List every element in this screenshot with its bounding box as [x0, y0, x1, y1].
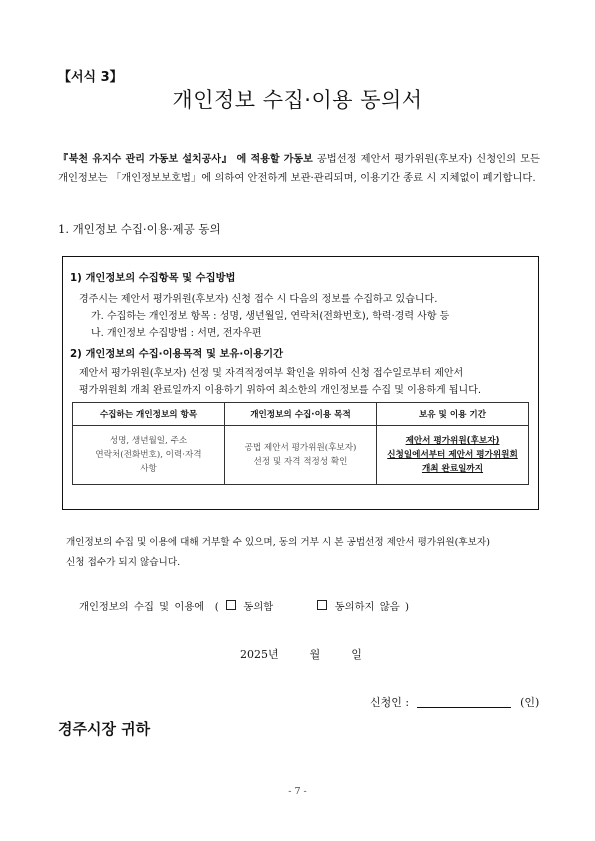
project-name: 『북천 유지수 관리 가동보 설치공사』: [58, 154, 233, 165]
consent-prefix: 개인정보의 수집 및 이용에: [79, 601, 205, 613]
table-cell-items: 성명, 생년월일, 주소 연락처(전화번호), 이력·자격 사항: [73, 426, 225, 485]
date-month: 월: [309, 648, 321, 661]
agree-checkbox[interactable]: [226, 600, 236, 610]
collected-items: 가. 수집하는 개인정보 항목 : 성명, 생년월일, 연락처(전화번호), 학력·경력 사항 등: [91, 311, 450, 322]
disagree-label: 동의하지 않음: [334, 601, 400, 613]
subsection-heading-1: 1) 개인정보의 수집항목 및 수집방법: [70, 272, 236, 284]
seal-mark: (인): [520, 696, 540, 709]
intro-text-1: 공법선정 제안서 평가위원(후보자): [316, 153, 473, 165]
intro-paragraph: [58, 150, 540, 188]
section-heading: 1. 개인정보 수집·이용·제공 동의: [58, 222, 221, 236]
applicant-signature: [370, 694, 539, 710]
addressee: 경주시장 귀하: [58, 720, 151, 738]
table-header: 수집하는 개인정보의 항목: [73, 403, 225, 426]
table-header: 보유 및 이용 기간: [377, 403, 529, 426]
purpose-text-2: 평가위원회 개최 완료일까지 이용하기 위하여 최소한의 개인정보를 수집 및 이용하게 됩니다.: [79, 385, 482, 396]
retention-table: [72, 402, 529, 485]
agree-label: 동의함: [243, 601, 274, 613]
table-cell-purpose: 공법 제안서 평가위원(후보자) 선정 및 자격 적정성 확인: [225, 426, 377, 485]
table-cell-period: 제안서 평가위원(후보자) 신청일에서부터 제안서 평가위원회 개최 완료일까지: [377, 426, 529, 485]
signature-date: [240, 646, 362, 662]
collection-method: 나. 개인정보 수집방법 : 서면, 전자우편: [91, 328, 262, 339]
purpose-text-1: 제안서 평가위원(후보자) 선정 및 자격적정여부 확인을 위하여 신청 접수일로부터 제안서: [79, 368, 464, 379]
refusal-notice: 개인정보의 수집 및 이용에 대해 거부할 수 있으며, 동의 거부 시 본 공법선정 제안서 평가위원(후보자) 신청 접수가 되지 않습니다.: [66, 537, 490, 568]
form-number-label: 【서식 3】: [58, 70, 123, 85]
table-header: 개인정보의 수집·이용 목적: [225, 403, 377, 426]
table-row: [73, 426, 529, 485]
applicant-label: 신청인 :: [370, 696, 410, 709]
page-number: - 7 -: [288, 786, 307, 797]
subsection-heading-2: 2) 개인정보의 수집·이용목적 및 보유·이용기간: [70, 348, 284, 360]
date-day: 일: [351, 648, 362, 661]
document-title: 개인정보 수집·이용 동의서: [172, 88, 423, 112]
consent-line: 개인정보의 수집 및 이용에 ( 동의함 동의하지 않음 ): [79, 601, 409, 613]
date-year: 2025년: [240, 648, 279, 661]
collection-statement: 경주시는 제안서 평가위원(후보자) 신청 접수 시 다음의 정보를 수집하고 있습니다.: [79, 294, 438, 305]
intro-text-2: 신청인의 모든 개인정보는 「개인정보보호법」에 의하여 안전하게 보관·관리되며, 이용기간 종료 시 지체없이 폐기합니다.: [58, 153, 540, 184]
disagree-checkbox[interactable]: [317, 600, 327, 610]
applies-text: 에 적용할 가동보: [236, 154, 313, 165]
signature-field[interactable]: [417, 695, 511, 708]
